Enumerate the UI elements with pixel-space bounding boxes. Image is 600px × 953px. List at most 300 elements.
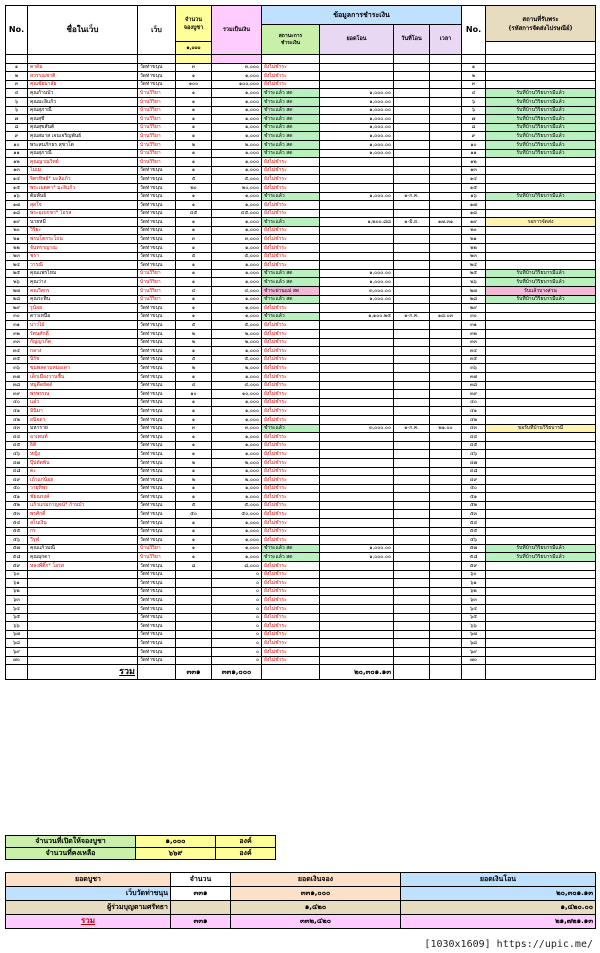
row-name: มินิมา (28, 407, 138, 416)
money-summary-total (6, 915, 596, 929)
row-no2: ๒ (462, 72, 486, 81)
table-row (6, 321, 596, 330)
row-no: ๑๗ (6, 201, 28, 210)
row-transfer-date (394, 450, 430, 459)
row-receive (486, 562, 596, 571)
row-qty: ๑ (176, 201, 212, 210)
row-qty: ๒ (176, 364, 212, 373)
row-transfer-amt: ๑,๐๐๐.๐๐ (320, 89, 394, 98)
row-qty: ๕๐ (176, 510, 212, 519)
row-qty: ๑ (176, 278, 212, 287)
table-row (6, 192, 596, 201)
row-qty: ๑ (176, 467, 212, 476)
row-no: ๒๒ (6, 244, 28, 253)
row-no: ๒ (6, 72, 28, 81)
row-no2: ๖๑ (462, 579, 486, 588)
row-transfer-date (394, 398, 430, 407)
row-status: ชำระแล้ว สด (262, 553, 320, 562)
row-receive (486, 244, 596, 253)
row-receive (486, 639, 596, 648)
row-time: ๑๗.๓๑ (430, 218, 462, 227)
row-web: บ้านวิริยา (138, 115, 176, 124)
table-row (6, 656, 596, 665)
row-web: วัดท่าขนุน (138, 235, 176, 244)
row-status: ยังไม่ชำระ (262, 484, 320, 493)
row-no: ๖๕ (6, 613, 28, 622)
row-qty: ๑ (176, 158, 212, 167)
row-total: ๘,๐๐๐ (212, 562, 262, 571)
row-no2: ๒๒ (462, 244, 486, 253)
row-qty: ๑ (176, 226, 212, 235)
table-row (6, 579, 596, 588)
row-receive: รับที่บ้านวิริยบารมีแล้ว (486, 140, 596, 149)
row-transfer-amt (320, 175, 394, 184)
row-transfer-date (394, 158, 430, 167)
row-transfer-amt (320, 605, 394, 614)
row-total: ๑,๐๐๐ (212, 519, 262, 528)
header-qty: จำนวน จองบูชา (176, 6, 212, 42)
row-time (430, 132, 462, 141)
row-no2: ๓๖ (462, 364, 486, 373)
row-qty: ๑ (176, 450, 212, 459)
row-web: วัดท่าขนุน (138, 338, 176, 347)
row-qty: ๑๐ (176, 390, 212, 399)
row-total: ๓,๐๐๐ (212, 235, 262, 244)
row-no2: ๖๒ (462, 587, 486, 596)
sum-r2-transfer: ๑,๔๒๐.๐๐ (401, 901, 596, 915)
table-row (6, 252, 596, 261)
row-qty: ๓ (176, 424, 212, 433)
row-name: ขนพลดาบหมอเดา (28, 364, 138, 373)
row-transfer-amt (320, 562, 394, 571)
row-name (28, 656, 138, 665)
row-time (430, 330, 462, 339)
row-status: ยังไม่ชำระ (262, 364, 320, 373)
row-transfer-date (394, 510, 430, 519)
row-time (430, 261, 462, 270)
row-qty: ๑ (176, 166, 212, 175)
row-web: วัดท่าขนุน (138, 304, 176, 313)
row-total: ๑,๐๐๐ (212, 295, 262, 304)
row-receive (486, 647, 596, 656)
row-no2: ๓๕ (462, 355, 486, 364)
row-no2: ๗ (462, 115, 486, 124)
row-qty: ๑ (176, 536, 212, 545)
row-total: ๑,๐๐๐ (212, 544, 262, 553)
row-web: วัดท่าขนุน (138, 596, 176, 605)
row-name: วายุทิพร (28, 484, 138, 493)
row-transfer-amt (320, 209, 394, 218)
row-transfer-amt (320, 252, 394, 261)
row-status: ยังไม่ชำระ (262, 415, 320, 424)
table-row (6, 226, 596, 235)
row-transfer-date (394, 295, 430, 304)
row-no: ๓๘ (6, 381, 28, 390)
row-name: คุณแพรไหม (28, 269, 138, 278)
row-receive (486, 613, 596, 622)
table-row (6, 89, 596, 98)
row-receive (486, 656, 596, 665)
row-transfer-amt (320, 613, 394, 622)
row-name (28, 605, 138, 614)
row-transfer-amt (320, 338, 394, 347)
row-name: คุณระพิน (28, 295, 138, 304)
row-name: อนิจดา (28, 415, 138, 424)
row-qty (176, 630, 212, 639)
table-row (6, 596, 596, 605)
row-total: ๑,๐๐๐ (212, 433, 262, 442)
row-no: ๕๕ (6, 527, 28, 536)
row-no: ๓๙ (6, 390, 28, 399)
table-row (6, 132, 596, 141)
row-status: ยังไม่ชำระ (262, 433, 320, 442)
row-status: ชำระแล้ว สด (262, 106, 320, 115)
booking-sheet (5, 5, 595, 680)
table-row (6, 355, 596, 364)
row-transfer-date (394, 80, 430, 89)
row-time (430, 630, 462, 639)
row-time (430, 390, 462, 399)
row-receive (486, 347, 596, 356)
table-row (6, 304, 596, 313)
row-transfer-amt (320, 390, 394, 399)
row-time (430, 278, 462, 287)
row-no2: ๙ (462, 132, 486, 141)
row-time (430, 252, 462, 261)
row-transfer-date (394, 115, 430, 124)
row-receive (486, 63, 596, 72)
sum-r1-booking: ๓๓๑,๐๐๐ (231, 887, 401, 901)
row-web: วัดท่าขนุน (138, 501, 176, 510)
row-transfer-amt (320, 304, 394, 313)
row-web: บ้านวิริยา (138, 89, 176, 98)
row-web: วัดท่าขนุน (138, 244, 176, 253)
row-transfer-amt (320, 519, 394, 528)
row-qty (176, 622, 212, 631)
row-transfer-amt (320, 261, 394, 270)
table-row (6, 381, 596, 390)
row-no: ๓๔ (6, 347, 28, 356)
row-time (430, 192, 462, 201)
row-name: กัญญาภัค (28, 338, 138, 347)
row-status: ยังไม่ชำระ (262, 656, 320, 665)
row-status: ยังไม่ชำระ (262, 647, 320, 656)
row-status: ยังไม่ชำระ (262, 209, 320, 218)
table-row (6, 398, 596, 407)
row-name: นิรัช (28, 355, 138, 364)
row-receive (486, 433, 596, 442)
row-web: วัดท่าขนุน (138, 622, 176, 631)
row-total: ๑,๐๐๐ (212, 398, 262, 407)
row-no2: ๕๖ (462, 536, 486, 545)
row-qty: ๑ (176, 415, 212, 424)
row-receive (486, 407, 596, 416)
row-web: วัดท่าขนุน (138, 201, 176, 210)
sum-r3-transfer: ๒๑,๗๒๑.๑๓ (401, 915, 596, 929)
row-status: ยังไม่ชำระ (262, 570, 320, 579)
row-total: ๒,๐๐๐ (212, 458, 262, 467)
row-no: ๙ (6, 132, 28, 141)
row-no: ๓๖ (6, 364, 28, 373)
row-name: แก้วแกมกาญจน์* ก้านบัว (28, 501, 138, 510)
row-qty: ๒ (176, 338, 212, 347)
row-transfer-amt (320, 347, 394, 356)
row-receive (486, 415, 596, 424)
table-row (6, 209, 596, 218)
row-time (430, 140, 462, 149)
row-no: ๕๔ (6, 519, 28, 528)
row-receive: รับที่บ้านวิริยบารมีแล้ว (486, 553, 596, 562)
row-transfer-date (394, 89, 430, 98)
row-time (430, 355, 462, 364)
row-status: ยังไม่ชำระ (262, 476, 320, 485)
row-transfer-amt (320, 639, 394, 648)
row-receive (486, 527, 596, 536)
row-no2: ๕๗ (462, 544, 486, 553)
row-total: ๒,๐๐๐ (212, 140, 262, 149)
money-summary-donors (6, 901, 596, 915)
row-name: บาวไม้ (28, 321, 138, 330)
row-receive (486, 261, 596, 270)
open-unit: องค์ (216, 836, 276, 848)
table-row (6, 183, 596, 192)
row-no2: ๒๖ (462, 278, 486, 287)
row-no: ๓๐ (6, 312, 28, 321)
row-total: ๐ (212, 639, 262, 648)
row-receive (486, 501, 596, 510)
row-web: วัดท่าขนุน (138, 80, 176, 89)
row-name (28, 596, 138, 605)
row-total: ๑,๐๐๐ (212, 372, 262, 381)
row-time (430, 415, 462, 424)
row-no2: ๓๑ (462, 321, 486, 330)
row-transfer-date (394, 579, 430, 588)
table-row (6, 158, 596, 167)
row-status: ยังไม่ชำระ (262, 235, 320, 244)
row-name: ธิติ (28, 441, 138, 450)
row-web: วัดท่าขนุน (138, 647, 176, 656)
sum-r3-qty: ๓๓๑ (171, 915, 231, 929)
row-qty: ๑ (176, 123, 212, 132)
row-total: ๐ (212, 587, 262, 596)
row-qty (176, 613, 212, 622)
row-no: ๕๘ (6, 553, 28, 562)
row-transfer-amt (320, 536, 394, 545)
row-qty (176, 570, 212, 579)
row-receive (486, 235, 596, 244)
blank-row (6, 55, 596, 64)
row-transfer-amt (320, 441, 394, 450)
header-receive (486, 6, 596, 42)
row-transfer-date (394, 261, 430, 270)
row-name: พรมโตกระโถน (28, 235, 138, 244)
row-receive: รับที่บ้านวิริยบารมีแล้ว (486, 278, 596, 287)
row-qty: ๑ (176, 519, 212, 528)
row-no: ๓๓ (6, 338, 28, 347)
row-status: ยังไม่ชำระ (262, 261, 320, 270)
row-name: วิริยะ (28, 226, 138, 235)
row-name: จันทราญาณ (28, 244, 138, 253)
row-transfer-amt: ๑,๐๐๐.๐๐ (320, 123, 394, 132)
row-qty: ๑ (176, 433, 212, 442)
row-time (430, 72, 462, 81)
row-name: กร (28, 527, 138, 536)
row-no2: ๗๐ (462, 656, 486, 665)
row-no: ๒๙ (6, 304, 28, 313)
row-web: วัดท่าขนุน (138, 639, 176, 648)
row-transfer-date (394, 321, 430, 330)
row-qty: ๒ (176, 458, 212, 467)
row-name: พระอุเบกขา* โอรส (28, 209, 138, 218)
row-transfer-date (394, 381, 430, 390)
row-name: คุณมุกดา (28, 553, 138, 562)
row-total: ๑,๐๐๐ (212, 415, 262, 424)
row-transfer-date (394, 587, 430, 596)
row-receive (486, 183, 596, 192)
row-transfer-amt: ๑,๑๐๐.๒๕ (320, 312, 394, 321)
row-web: วัดท่าขนุน (138, 527, 176, 536)
row-transfer-amt (320, 458, 394, 467)
row-status: ชำระแล้ว (262, 192, 320, 201)
row-receive (486, 630, 596, 639)
row-transfer-amt (320, 467, 394, 476)
row-qty: ๑ (176, 553, 212, 562)
row-web: วัดท่าขนุน (138, 218, 176, 227)
row-name: อาเพนท์ (28, 433, 138, 442)
row-no: ๕๙ (6, 562, 28, 571)
row-name (28, 630, 138, 639)
row-receive (486, 579, 596, 588)
row-receive (486, 519, 596, 528)
row-total: ๐ (212, 596, 262, 605)
row-status: ยังไม่ชำระ (262, 63, 320, 72)
row-total: ๔,๐๐๐ (212, 381, 262, 390)
row-name: คณวีสุกร (28, 287, 138, 296)
row-transfer-amt (320, 244, 394, 253)
row-web: วัดท่าขนุน (138, 226, 176, 235)
row-qty: ๑ (176, 312, 212, 321)
row-web: วัดท่าขนุน (138, 605, 176, 614)
sum-r1-qty: ๓๓๑ (171, 887, 231, 901)
row-web: วัดท่าขนุน (138, 183, 176, 192)
row-no: ๕๓ (6, 510, 28, 519)
row-web: วัดท่าขนุน (138, 192, 176, 201)
row-total: ๑,๐๐๐ (212, 149, 262, 158)
row-transfer-date (394, 484, 430, 493)
row-receive (486, 484, 596, 493)
row-transfer-amt (320, 579, 394, 588)
row-status: ยังไม่ชำระ (262, 579, 320, 588)
row-qty (176, 596, 212, 605)
row-transfer-date (394, 562, 430, 571)
row-no2: ๘ (462, 123, 486, 132)
row-web: บ้านวิริยา (138, 295, 176, 304)
table-row (6, 501, 596, 510)
table-row (6, 639, 596, 648)
row-qty: ๘ (176, 562, 212, 571)
row-qty: ๑ (176, 106, 212, 115)
row-total: ๑,๐๐๐ (212, 493, 262, 502)
row-no2: ๒๕ (462, 269, 486, 278)
row-qty: ๒๐ (176, 183, 212, 192)
row-name: กลาง (28, 347, 138, 356)
row-transfer-amt: ๑,๐๐๐.๐๐ (320, 544, 394, 553)
row-time (430, 639, 462, 648)
row-time (430, 510, 462, 519)
row-qty (176, 647, 212, 656)
row-status: ยังไม่ชำระ (262, 321, 320, 330)
row-no2: ๖๓ (462, 596, 486, 605)
table-row (6, 338, 596, 347)
table-row (6, 140, 596, 149)
row-total: ๐ (212, 579, 262, 588)
row-web: บ้านวิริยา (138, 287, 176, 296)
row-qty: ๔ (176, 287, 212, 296)
row-no: ๒๗ (6, 287, 28, 296)
row-no: ๒๔ (6, 261, 28, 270)
sum-r1-transfer: ๒๐,๓๐๑.๑๓ (401, 887, 596, 901)
row-qty: ๑ (176, 295, 212, 304)
row-no: ๔๓ (6, 424, 28, 433)
row-web: บ้านวิริยา (138, 158, 176, 167)
sum-h-transfer: ยอดเงินโอน (401, 873, 596, 887)
remain-row (6, 848, 276, 860)
header-no: No. (6, 6, 28, 55)
row-web: วัดท่าขนุน (138, 579, 176, 588)
row-transfer-date (394, 97, 430, 106)
row-transfer-date: ๑-ก.ค. (394, 312, 430, 321)
table-row (6, 415, 596, 424)
row-transfer-amt (320, 570, 394, 579)
row-transfer-amt (320, 72, 394, 81)
table-row (6, 562, 596, 571)
row-web: วัดท่าขนุน (138, 536, 176, 545)
row-transfer-amt: ๓,๐๐๐.๐๐ (320, 287, 394, 296)
row-no: ๔๐ (6, 398, 28, 407)
row-no2: ๕๙ (462, 562, 486, 571)
row-time (430, 209, 462, 218)
row-name: คุณสุชี (28, 115, 138, 124)
row-status: ยังไม่ชำระ (262, 458, 320, 467)
row-total: ๑,๐๐๐ (212, 244, 262, 253)
row-no2: ๕๒ (462, 501, 486, 510)
row-receive (486, 209, 596, 218)
row-transfer-date (394, 467, 430, 476)
row-qty: ๑ (176, 89, 212, 98)
row-total: ๑,๐๐๐ (212, 450, 262, 459)
row-total: ๒๐,๐๐๐ (212, 183, 262, 192)
row-receive: รับที่บ้านวิริยบารมีแล้ว (486, 149, 596, 158)
row-receive (486, 364, 596, 373)
row-qty: ๑๐๐ (176, 80, 212, 89)
row-name: หญิง (28, 450, 138, 459)
row-transfer-date (394, 390, 430, 399)
row-time (430, 201, 462, 210)
row-receive: รับที่บ้านวิริยบารมีแล้ว (486, 97, 596, 106)
row-transfer-date (394, 123, 430, 132)
row-receive (486, 312, 596, 321)
row-no: ๑ (6, 63, 28, 72)
row-qty: ๔๕ (176, 209, 212, 218)
row-total: ๑,๐๐๐ (212, 407, 262, 416)
row-transfer-date (394, 132, 430, 141)
row-no2: ๕๕ (462, 527, 486, 536)
header-web: เว็บ (138, 6, 176, 55)
row-time (430, 166, 462, 175)
header-qty-target: ๑,๐๐๐ (176, 42, 212, 55)
row-no: ๑๘ (6, 209, 28, 218)
row-total: ๒,๐๐๐ (212, 338, 262, 347)
